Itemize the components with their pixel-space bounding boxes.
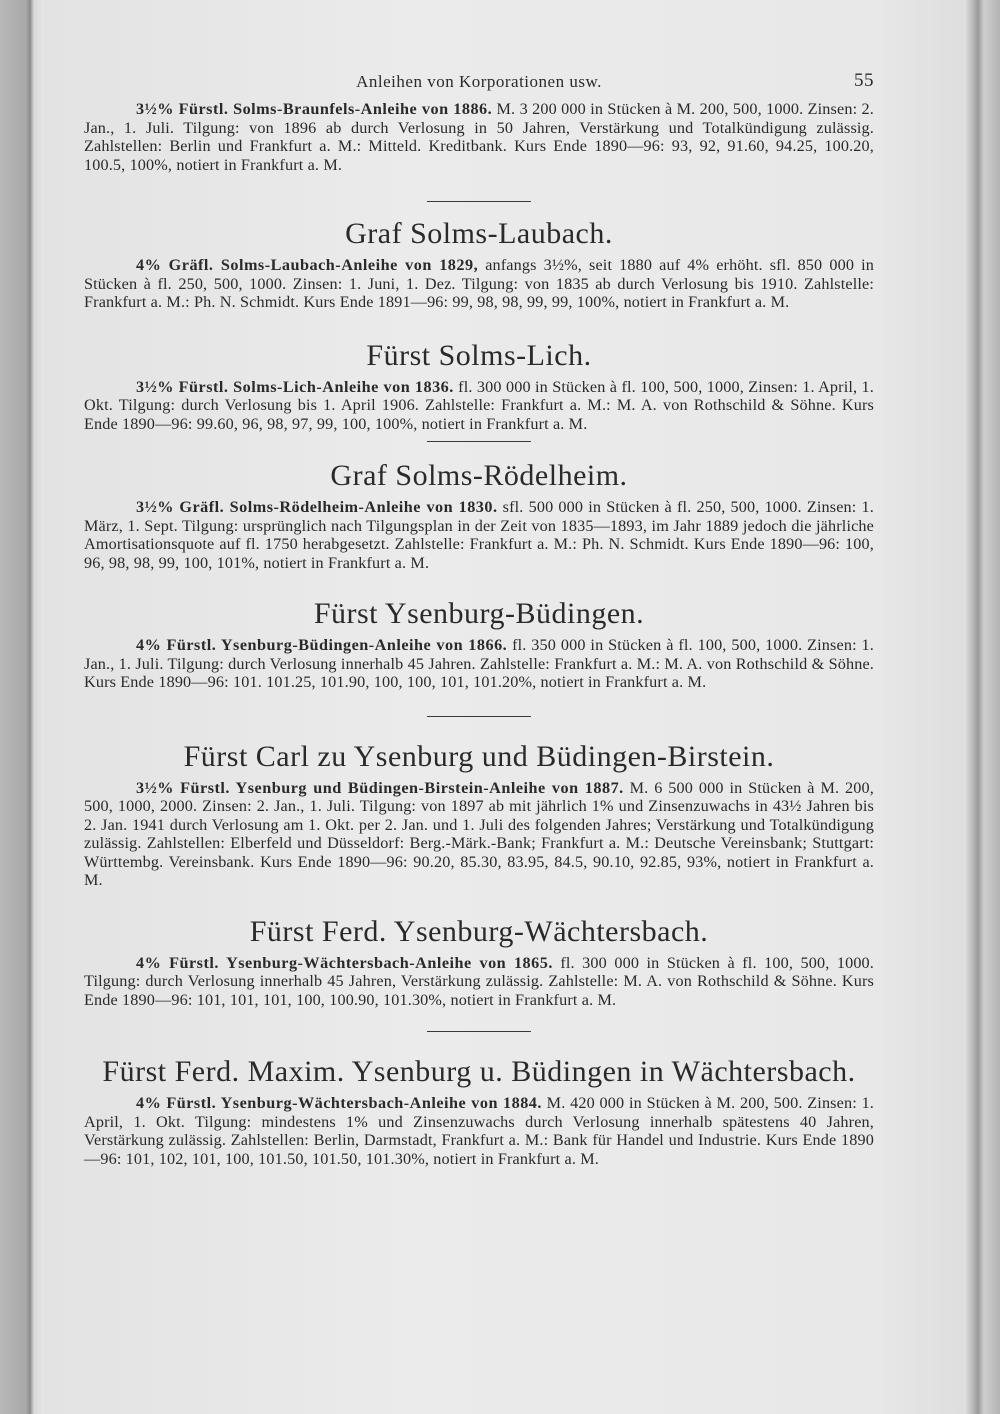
section-divider bbox=[427, 441, 531, 442]
section-heading: Graf Solms-Rödelheim. bbox=[330, 459, 628, 492]
section-solms-laubach bbox=[84, 216, 874, 312]
section-heading: Graf Solms-Laubach. bbox=[345, 217, 613, 250]
entry-lead: 4% Fürstl. Ysenburg-Wächtersbach-Anleihe von 1865. bbox=[136, 953, 553, 972]
entry-paragraph bbox=[84, 498, 874, 572]
running-head-title: Anleihen von Korporationen usw. bbox=[356, 72, 602, 91]
section-heading: Fürst Ysenburg-Büdingen. bbox=[313, 597, 645, 630]
entry-lead: 4% Fürstl. Ysenburg-Büdingen-Anleihe von 1866. bbox=[136, 636, 508, 654]
section-solms-lich bbox=[84, 338, 874, 434]
entry-text: M. 420 000 in Stücken à M. 200, 500. Zinsen: 1. April, 1. Okt. Tilgung: mindestens 1% und Zinsenzuwachs durch Verlosung innerhalb spätestens 40 Jahren, Verstärkung zulässig. Zahlstellen: Berlin, Darmstadt, Frankfurt a. M.: Bank für Handel und Industrie. Kurs Ende 1890—96: 101, 102, 101, 100, 101.50, 101.50, 101.30%, notiert in Frankfurt a. M. bbox=[84, 1094, 875, 1168]
entry-text: M. 3 200 000 in Stücken à M. 200, 500, 1000. Zinsen: 2. Jan., 1. Juli. Tilgung: von 1896 ab durch Verlosung in 50 Jahren, Verstärkung und Totalkündigung zulässig. Zahlstellen: Berlin und Frankfurt a. M.: Mitteld. Kreditbank. Kurs Ende 1890—96: 93, 92, 91.60, 94.25, 100.20, 100.5, 100%, notiert in Frankfurt a. M. bbox=[84, 100, 874, 174]
section-heading: Fürst Ferd. Maxim. Ysenburg u. Büdingen in Wächtersbach. bbox=[102, 1055, 856, 1088]
entry-paragraph bbox=[84, 954, 874, 1010]
entry-paragraph bbox=[84, 1094, 874, 1168]
section-ysenburg-maxim bbox=[84, 1054, 874, 1168]
section-ysenburg-waechtersbach bbox=[84, 914, 874, 1010]
entry-paragraph bbox=[84, 100, 874, 174]
entry-lead: 4% Gräfl. Solms-Laubach-Anleihe von 1829, bbox=[136, 256, 479, 274]
entry-lead: 3½% Gräfl. Solms-Rödelheim-Anleihe von 1830. bbox=[136, 498, 498, 516]
section-heading: Fürst Carl zu Ysenburg und Büdingen-Birstein. bbox=[183, 739, 775, 773]
entry-paragraph bbox=[84, 378, 874, 434]
entry-lead: 3½% Fürstl. Ysenburg und Büdingen-Birstein-Anleihe von 1887. bbox=[136, 778, 624, 797]
scan-right-margin bbox=[964, 0, 1000, 1414]
section-divider bbox=[427, 716, 531, 717]
running-head bbox=[84, 66, 874, 100]
entry-paragraph bbox=[84, 779, 874, 890]
entry-text: sfl. 500 000 in Stücken à fl. 250, 500, 1000. Zinsen: 1. März, 1. Sept. Tilgung: ursprünglich nach Tilgungsplan in der Zeit von 1835—1893, im Jahr 1889 jedoch die jährliche Amortisationsquote auf fl. 1750 herabgesetzt. Zahlstelle: Frankfurt a. M.: Ph. N. Schmidt. Kurs Ende 1890—96: 100, 96, 98, 98, 99, 100, 101%, notiert in Frankfurt a. M. bbox=[84, 498, 874, 572]
book-page bbox=[44, 0, 964, 1414]
section-divider bbox=[427, 1031, 531, 1032]
entry-text: fl. 350 000 in Stücken à fl. 100, 500, 1000. Zinsen: 1. Jan., 1. Juli. Tilgung: durch Verlosung innerhalb 45 Jahren. Zahlstelle: Frankfurt a. M.: M. A. von Rothschild & Söhne. Kurs Ende 1890—96: 101. 101.25, 101.90, 100, 100, 101, 101.20%, notiert in Frankfurt a. M. bbox=[84, 636, 874, 691]
entry-paragraph bbox=[84, 256, 874, 312]
entry-lead: 3½% Fürstl. Solms-Braunfels-Anleihe von 1886. bbox=[136, 100, 493, 118]
section-ysenburg-birstein bbox=[84, 739, 874, 890]
section-ysenburg-buedingen bbox=[84, 596, 874, 692]
entry-text: fl. 300 000 in Stücken à fl. 100, 500, 1000, Zinsen: 1. April, 1. Okt. Tilgung: durch Verlosung bis 1. April 1906. Zahlstelle: Frankfurt a. M.: M. A. von Rothschild & Söhne. Kurs Ende 1890—96: 99.60, 96, 98, 97, 99, 100, 100%, notiert in Frankfurt a. M. bbox=[84, 377, 874, 433]
section-solms-roedelheim bbox=[84, 458, 874, 572]
scan-left-margin bbox=[0, 0, 44, 1414]
entry-paragraph bbox=[84, 636, 874, 692]
entry-lead: 4% Fürstl. Ysenburg-Wächtersbach-Anleihe von 1884. bbox=[136, 1094, 542, 1112]
section-heading: Fürst Ferd. Ysenburg-Wächtersbach. bbox=[249, 914, 709, 948]
entry-text: anfangs 3½%, seit 1880 auf 4% erhöht. sfl. 850 000 in Stücken à fl. 250, 500, 1000. Zinsen: 1. Juni, 1. Dez. Tilgung: von 1835 ab durch Verlosung bis 1910. Zahlstelle: Frankfurt a. M.: Ph. N. Schmidt. Kurs Ende 1891—96: 99, 98, 98, 99, 99, 100%, notiert in Frankfurt a. M. bbox=[84, 256, 874, 311]
page-number: 55 bbox=[854, 70, 874, 91]
entry-text: M. 6 500 000 in Stücken à M. 200, 500, 1000, 2000. Zinsen: 2. Jan., 1. Juli. Tilgung: von 1897 ab mit jährlich 1% und Zinsenzuwachs in 43½ Jahren bis 2. Jan. 1941 durch Verlosung am 1. Okt. per 2. Jan. und 1. Juli des folgenden Jahres; Verstärkung und Totalkündigung zulässig. Zahlstellen: Elberfeld und Düsseldorf: Berg.-Märk.-Bank; Frankfurt a. M.: Deutsche Vereinsbank; Stuttgart: Württembg. Vereinsbank. Kurs Ende 1890—96: 90.20, 85.30, 83.95, 84.5, 90.10, 92.85, 93%, notiert in Frankfurt a. M. bbox=[84, 778, 874, 889]
section-heading: Fürst Solms-Lich. bbox=[366, 338, 592, 372]
section-divider bbox=[427, 201, 531, 202]
page-content bbox=[84, 66, 874, 1168]
section-solms-braunfels bbox=[84, 100, 874, 174]
entry-text: fl. 300 000 in Stücken à fl. 100, 500, 1000. Tilgung: durch Verlosung innerhalb 45 Jahren, Verstärkung zulässig. Zahlstelle: M. A. von Rothschild & Söhne. Kurs Ende 1890—96: 101, 101, 101, 100, 100.90, 101.30%, notiert in Frankfurt a. M. bbox=[84, 953, 875, 1009]
entry-lead: 3½% Fürstl. Solms-Lich-Anleihe von 1836. bbox=[136, 377, 454, 396]
